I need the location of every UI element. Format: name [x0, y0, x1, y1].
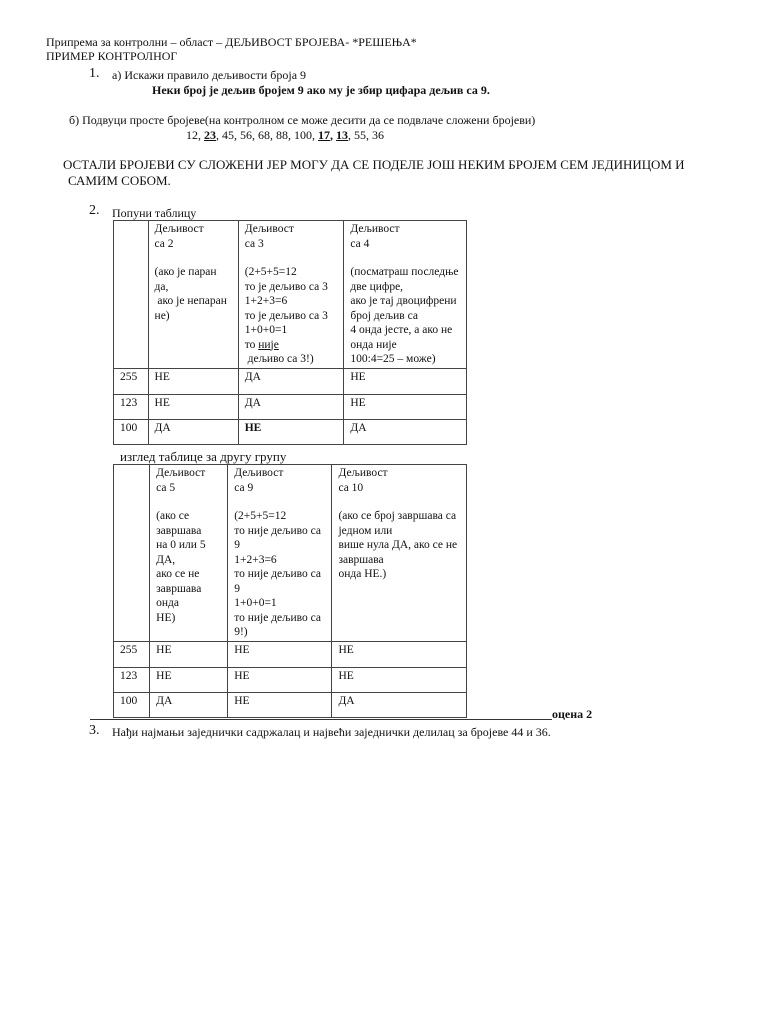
header-label: Дељивост — [244, 223, 294, 235]
header-label: Дељивост — [234, 467, 284, 479]
row-number-cell: 100 — [114, 692, 150, 717]
header-note-line: (ако се број завршава са једном или — [338, 510, 457, 537]
answer-cell: НЕ — [238, 419, 344, 444]
header-note-line: ако је непаран — [154, 295, 227, 307]
header-note-line: 1+2+3=6 — [234, 553, 277, 566]
prime-23: 23 — [204, 128, 216, 142]
header-label: Дељивост — [350, 223, 400, 235]
header-sublabel: са 9 — [234, 481, 254, 494]
answer-cell: ДА — [344, 419, 467, 444]
table-corner-cell — [114, 465, 150, 642]
header-note-line: НЕ) — [156, 611, 176, 624]
note-text: то — [244, 338, 259, 351]
answer-cell: НЕ — [148, 368, 238, 394]
header-label: Дељивост — [338, 467, 388, 479]
answer-cell: ДА — [238, 394, 344, 419]
note-underlined-word: није — [258, 338, 279, 351]
remark-line-2: САМИМ СОБОМ. — [68, 173, 171, 188]
header-note-line: онда НЕ.) — [338, 568, 387, 580]
row-number-cell: 255 — [114, 368, 149, 394]
answer-cell: ДА — [148, 419, 238, 444]
table-row — [114, 419, 467, 444]
prime-17: 17 — [318, 128, 330, 142]
prime-13: 13 — [336, 128, 348, 142]
header-div-2 — [148, 221, 238, 369]
header-note-line: не) — [154, 309, 170, 322]
answer-cell: ДА — [150, 692, 228, 717]
header-div-10 — [332, 465, 467, 642]
header-note-line: завршава онда — [156, 582, 202, 609]
header-div-4 — [344, 221, 467, 369]
row-number-cell: 100 — [114, 419, 149, 444]
table-row — [114, 692, 467, 717]
header-note-line — [245, 338, 338, 367]
number-list — [186, 128, 384, 143]
header-note-line: 4 онда јесте, а ако не онда није — [350, 324, 453, 351]
row-number-cell: 123 — [114, 667, 150, 692]
header-note-line: (2+5+5=12 — [234, 510, 287, 522]
header-note-line: то није дељиво са 9 — [234, 524, 321, 551]
header-div-9 — [228, 465, 332, 642]
header-note-line: 100:4=25 – може) — [350, 353, 436, 365]
header-note-line: на 0 или 5 ДА, — [156, 539, 206, 566]
answer-cell: ДА — [238, 368, 344, 394]
answer-cell: НЕ — [228, 692, 332, 717]
question-3-text: Нађи најмањи заједнички садржалац и највећи заједнички делилац за бројеве 44 и 36. — [112, 725, 551, 739]
doc-title: Припрема за контролни – област – ДЕЉИВОСТ БРОЈЕВА- *РЕШЕЊА* — [46, 35, 417, 49]
header-note-line: (посматраш последње две цифре, — [350, 266, 459, 293]
header-note-line: (ако се завршава — [156, 510, 202, 537]
header-sublabel: са 10 — [338, 481, 364, 494]
divisibility-table-2 — [113, 464, 467, 718]
header-sublabel: са 2 — [154, 237, 174, 250]
divisibility-table-1 — [113, 220, 467, 445]
header-div-5 — [150, 465, 228, 642]
table-header-row — [114, 221, 467, 369]
header-sublabel: са 4 — [350, 237, 370, 250]
answer-cell: НЕ — [332, 641, 467, 667]
header-label: Дељивост — [154, 223, 204, 235]
answer-cell: НЕ — [332, 667, 467, 692]
table-row — [114, 394, 467, 419]
question-2-number: 2. — [89, 203, 100, 218]
header-sublabel: са 5 — [156, 481, 176, 494]
header-note-line: то је дељиво са 3 — [244, 280, 328, 293]
question-3-number: 3. — [89, 723, 100, 738]
header-note-line: 1+0+0=1 — [244, 324, 288, 336]
table-2-caption: изглед таблице за другу групу — [120, 449, 287, 464]
doc-subtitle: ПРИМЕР КОНТРОЛНОГ — [46, 49, 178, 63]
answer-cell: НЕ — [150, 641, 228, 667]
grade-divider-line — [90, 719, 552, 720]
row-number-cell: 123 — [114, 394, 149, 419]
answer-cell: ДА — [332, 692, 467, 717]
answer-cell: НЕ — [344, 394, 467, 419]
row-number-cell: 255 — [114, 641, 150, 667]
question-1a-answer: Неки број је дељив бројем 9 ако му је збир цифара дељив са 9. — [152, 83, 490, 97]
header-note-line: (2+5+5=12 — [244, 266, 297, 278]
header-note-line: више нула ДА, ако се не завршава — [338, 539, 458, 566]
header-div-3 — [238, 221, 344, 369]
answer-cell: НЕ — [148, 394, 238, 419]
header-note-line: 1+2+3=6 — [244, 295, 288, 307]
note-text: дељиво са 3!) — [244, 353, 314, 365]
header-note-line: то није дељиво са 9 — [234, 568, 321, 595]
header-note-line: то је дељиво са 3 — [244, 309, 328, 322]
question-1-number: 1. — [89, 66, 100, 81]
answer-cell: НЕ — [150, 667, 228, 692]
table-row — [114, 641, 467, 667]
question-2-title: Попуни таблицу — [112, 206, 197, 220]
answer-cell: НЕ — [228, 667, 332, 692]
number-list-separator: , — [330, 128, 336, 142]
header-note-line: ако се не — [156, 568, 200, 580]
number-list-part: , 45, 56, 68, 88, 100, — [216, 128, 318, 142]
answer-cell: НЕ — [228, 641, 332, 667]
header-label: Дељивост — [156, 467, 206, 479]
question-1b-text: б) Подвуци просте бројеве(на контролном се може десити да се подвлаче сложени бројеви) — [69, 113, 536, 127]
grade-label: оцена 2 — [552, 707, 593, 721]
header-note-line: (ако је паран да, — [154, 266, 217, 293]
table-row — [114, 368, 467, 394]
header-note-line: 1+0+0=1 — [234, 597, 277, 609]
number-list-part: , 55, 36 — [348, 128, 384, 142]
number-list-part: 12, — [186, 128, 204, 142]
answer-cell: НЕ — [344, 368, 467, 394]
header-note-line: ако је тај двоцифрени број дељив са — [350, 295, 457, 322]
remark-line-1: ОСТАЛИ БРОЈЕВИ СУ СЛОЖЕНИ ЈЕР МОГУ ДА СЕ ПОДЕЛЕ ЈОШ НЕКИМ БРОЈЕМ СЕМ ЈЕДИНИЦОМ И — [63, 157, 685, 172]
question-1a-text: а) Искажи правило дељивости броја 9 — [112, 68, 307, 82]
table-header-row — [114, 465, 467, 642]
table-row — [114, 667, 467, 692]
header-note-line: то није дељиво са 9!) — [234, 611, 321, 638]
table-corner-cell — [114, 221, 149, 369]
header-sublabel: са 3 — [244, 237, 264, 250]
